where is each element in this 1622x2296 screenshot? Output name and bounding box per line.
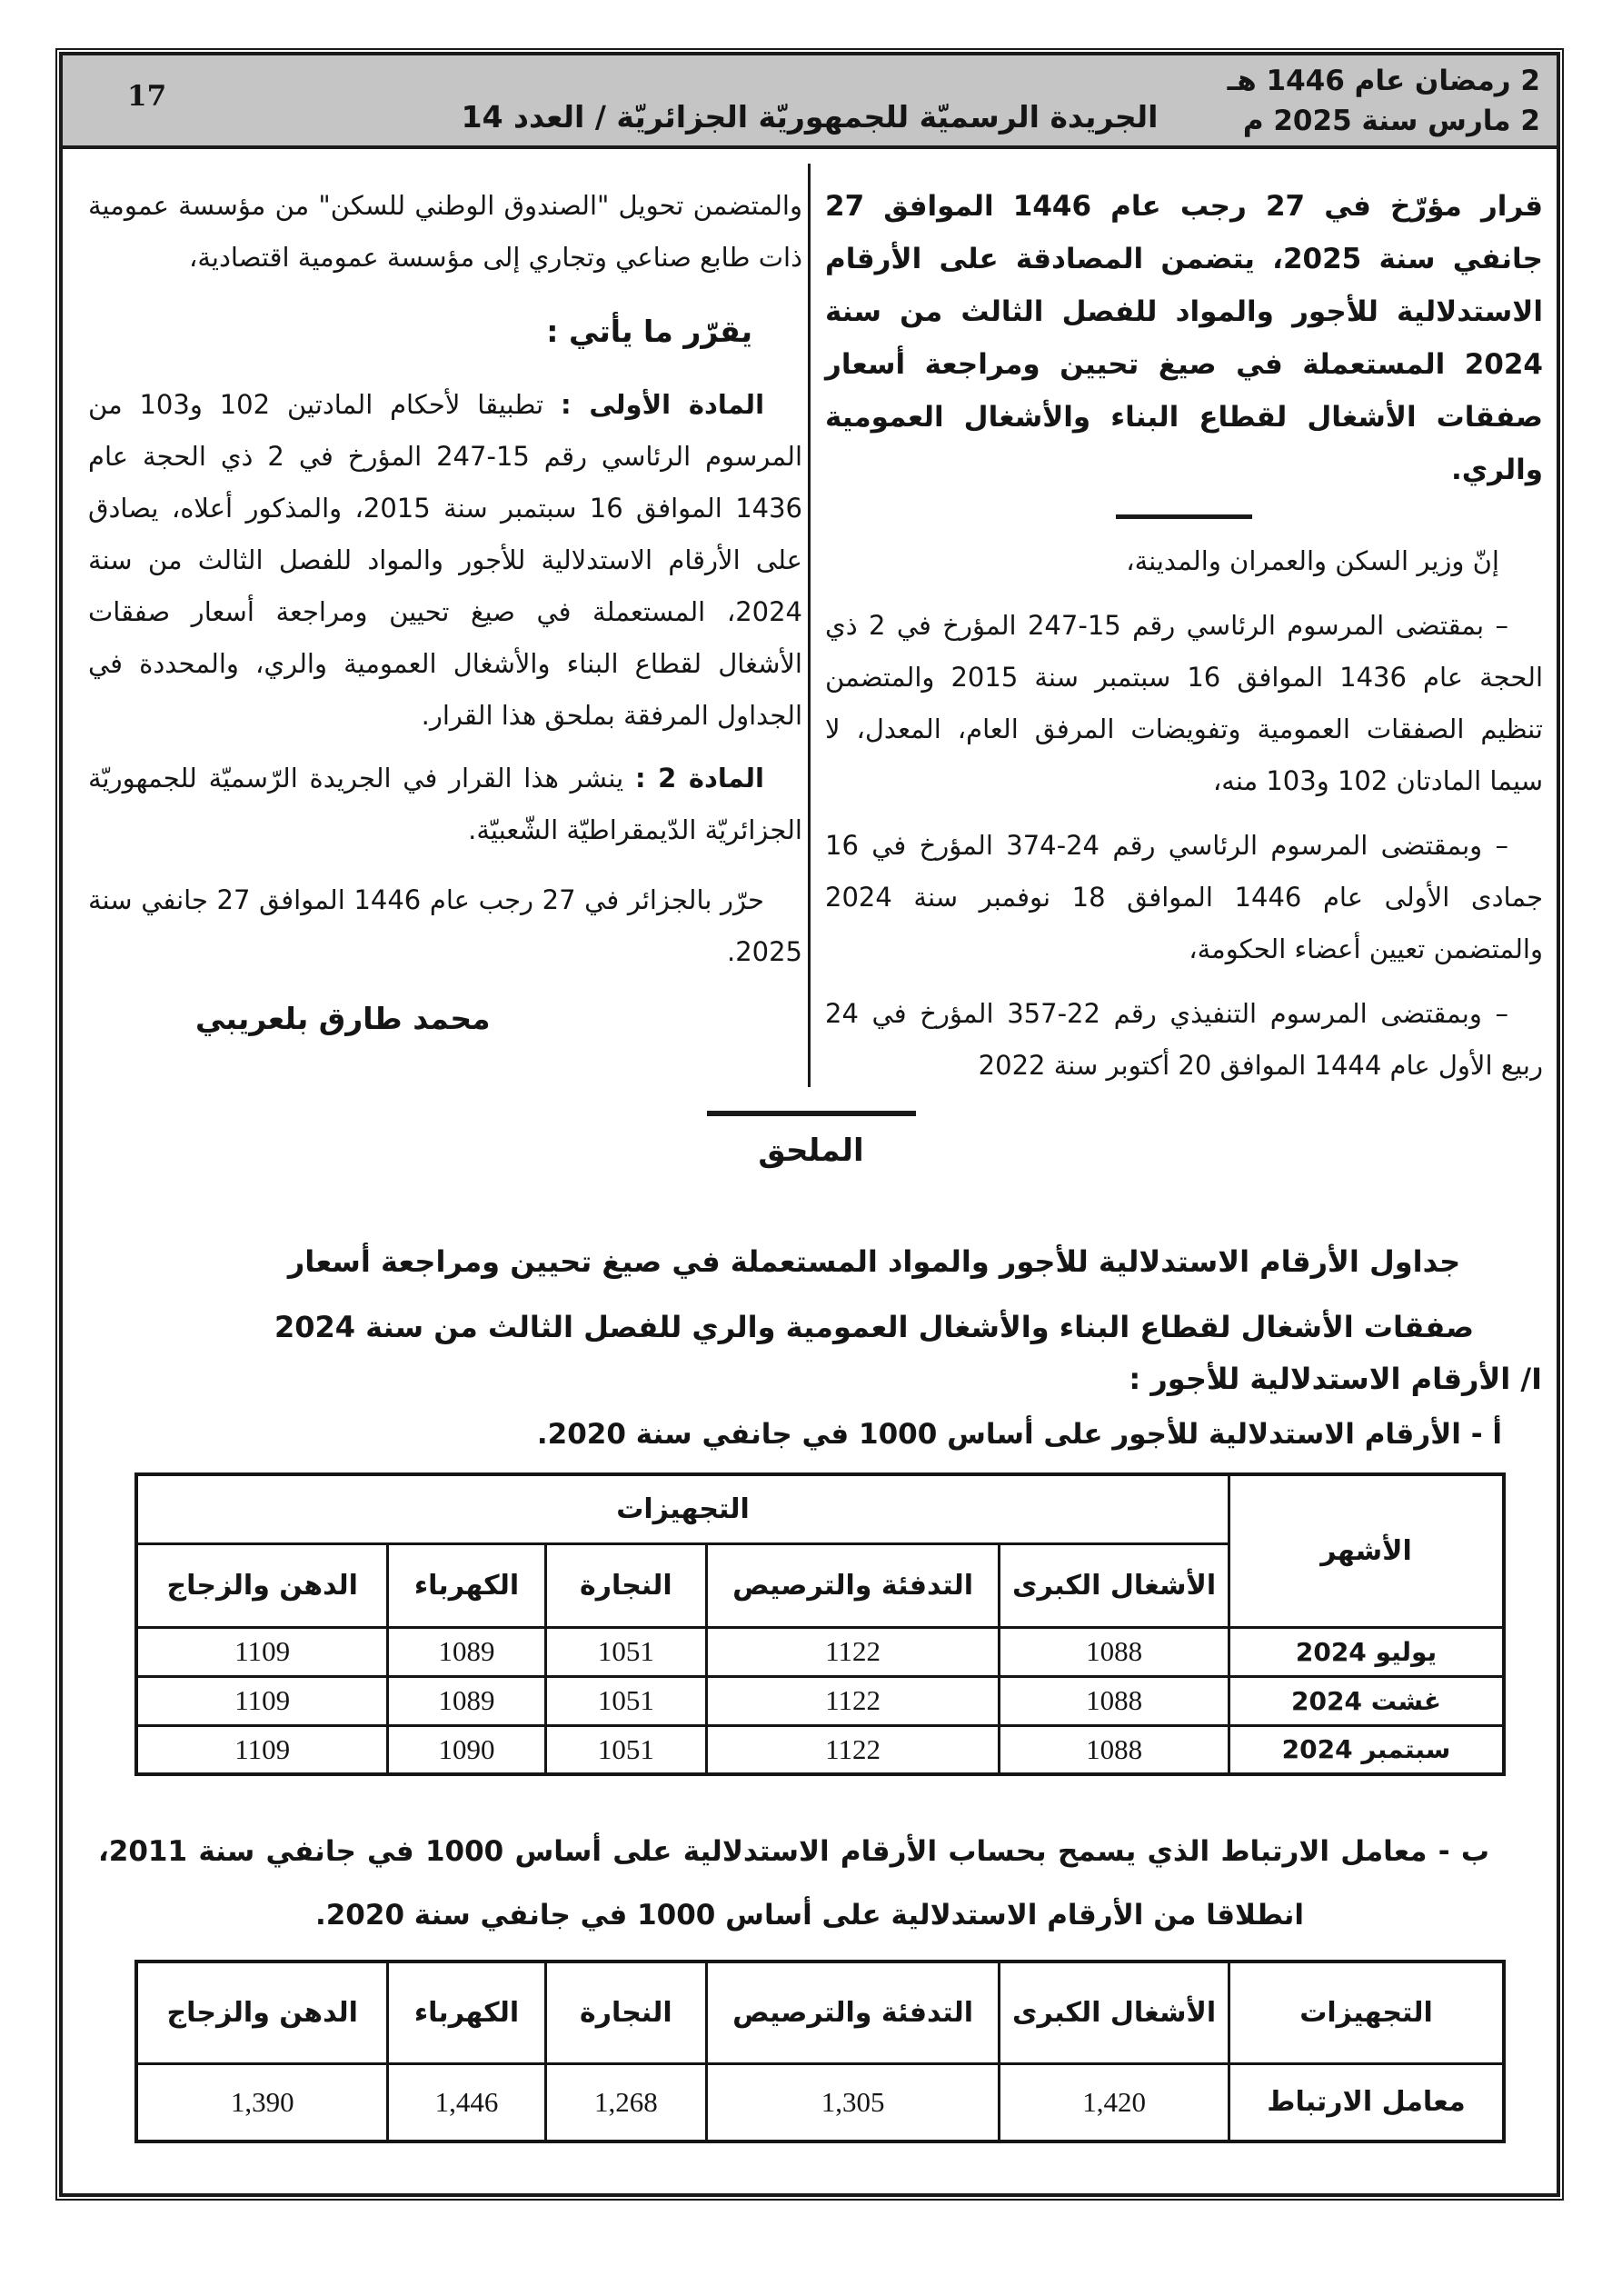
annex-heading: الملحق — [758, 1133, 864, 1169]
equipment-group-header-cell: التجهيزات — [1229, 1962, 1505, 2063]
gregorian-date: 2 مارس سنة 2025 م — [1242, 105, 1540, 137]
section-a-heading: أ - الأرقام الاستدلالية للأجور على أساس 1000 في جانفي سنة 2020. — [536, 1418, 1502, 1451]
coefficient-note: ب - معامل الارتباط الذي يسمح بحساب الأرقام الاستدلالية على أساس 1000 في جانفي سنة 2011، انطلاقا من الأرقام الاستدلالية على أساس 1000 في جانفي سنة 2020. — [98, 1835, 1489, 1932]
value-cell: 1,268 — [545, 2063, 707, 2141]
value-cell: 1051 — [545, 1725, 707, 1774]
table-row — [136, 1725, 1504, 1774]
masthead-dates — [1228, 61, 1540, 141]
month-cell: سبتمبر 2024 — [1229, 1725, 1505, 1774]
column-header-cell: التدفئة والترصيص — [707, 1962, 1000, 2063]
visa-paragraph: – وبمقتضى المرسوم التنفيذي رقم 22‏-357 المؤرخ في 24 ربيع الأول عام 1444 الموافق 20 أكتوبر سنة 2022 — [825, 998, 1543, 1081]
equipment-group-header-cell: التجهيزات — [136, 1474, 1229, 1543]
table-row — [136, 2063, 1504, 2141]
column-header-cell: الكهرباء — [388, 1543, 545, 1627]
column-left — [88, 180, 802, 1044]
wage-index-table — [134, 1472, 1506, 1776]
annex-separator-rule — [707, 1111, 916, 1116]
decides-heading: يقرّر ما يأتي : — [546, 314, 752, 349]
column-header-cell: الأشغال الكبرى — [1000, 1962, 1229, 2063]
journal-title: الجريدة الرسميّة للجمهوريّة الجزائريّة / العدد 14 — [461, 99, 1159, 135]
article-1 — [88, 379, 802, 742]
value-cell: 1109 — [136, 1725, 388, 1774]
column-header-cell: التدفئة والترصيص — [707, 1543, 1000, 1627]
value-cell: 1089 — [388, 1627, 545, 1676]
article-1-text: تطبيقا لأحكام المادتين 102 و103 من المرسوم الرئاسي رقم 15‏-247 المؤرخ في 2 ذي الحجة عام 1436 الموافق 16 سبتمبر سنة 2015، والمذكور أعلاه، يصادق على الأرقام الاستدلالية للأجور والمواد للفصل الثالث من سنة 2024، المستعملة في صيغ تحيين ومراجعة أسعار صفقات الأشغال لقطاع البناء والأشغال العمومية والري، والمحددة في الجداول المرفقة بملحق هذا القرار. — [88, 389, 802, 731]
month-cell: غشت 2024 — [1229, 1676, 1505, 1725]
article-2-text: ينشر هذا القرار في الجريدة الرّسميّة للجمهوريّة الجزائريّة الدّيمقراطيّة الشّعبيّة. — [88, 763, 802, 845]
value-cell: 1,390 — [136, 2063, 388, 2141]
visa-paragraph: – وبمقتضى المرسوم الرئاسي رقم 24‏-374 المؤرخ في 16 جمادى الأولى عام 1446 الموافق 18 نوفمبر سنة 2024 والمتضمن تعيين أعضاء الحكومة، — [825, 830, 1544, 964]
value-cell: 1,446 — [388, 2063, 545, 2141]
column-header-cell: الكهرباء — [388, 1962, 545, 2063]
column-header-cell: الدهن والزجاج — [136, 1962, 388, 2063]
annex-title: جداول الأرقام الاستدلالية للأجور والمواد المستعملة في صيغ تحيين ومراجعة أسعار صفقات الأشغال لقطاع البناء والأشغال العمومية والري للفصل الثالث من سنة 2024 — [274, 1244, 1475, 1344]
month-cell: يوليو 2024 — [1229, 1627, 1505, 1676]
visa-paragraph: – بمقتضى المرسوم الرئاسي رقم 15‏-247 المؤرخ في 2 ذي الحجة عام 1436 الموافق 16 سبتمبر سنة 2015 والمتضمن تنظيم الصفقات العمومية وتفويضات المرفق العام، المعدل، لا سيما المادتان 102 و103 منه، — [825, 610, 1544, 796]
column-header-cell: الدهن والزجاج — [136, 1543, 388, 1627]
value-cell: 1122 — [707, 1627, 1000, 1676]
value-cell: 1090 — [388, 1725, 545, 1774]
coefficient-table — [134, 1960, 1506, 2143]
page-number: 17 — [127, 80, 167, 113]
value-cell: 1088 — [1000, 1676, 1229, 1725]
months-header-cell: الأشهر — [1229, 1474, 1505, 1627]
column-header-cell: النجارة — [545, 1962, 707, 2063]
table-row — [136, 1627, 1504, 1676]
column-divider — [808, 164, 811, 1087]
separator-rule — [1116, 514, 1252, 519]
article-1-label: المادة الأولى : — [560, 389, 765, 420]
article-2 — [88, 753, 802, 856]
value-cell: 1109 — [136, 1676, 388, 1725]
value-cell: 1122 — [707, 1725, 1000, 1774]
value-cell: 1089 — [388, 1676, 545, 1725]
value-cell: 1122 — [707, 1676, 1000, 1725]
value-cell: 1109 — [136, 1627, 388, 1676]
value-cell: 1051 — [545, 1676, 707, 1725]
continuation-paragraph: والمتضمن تحويل "الصندوق الوطني للسكن" من مؤسسة عمومية ذات طابع صناعي وتجاري إلى مؤسسة عمومية اقتصادية، — [88, 190, 802, 273]
signed-at-line: حرّر بالجزائر في 27 رجب عام 1446 الموافق 27 جانفي سنة 2025. — [88, 884, 802, 967]
table-row — [136, 1676, 1504, 1725]
value-cell: 1,305 — [707, 2063, 1000, 2141]
hijri-date: 2 رمضان عام 1446 هـ — [1227, 65, 1540, 97]
value-cell: 1088 — [1000, 1725, 1229, 1774]
section-i-heading: I/ الأرقام الاستدلالية للأجور : — [1129, 1362, 1542, 1396]
column-header-cell: الأشغال الكبرى — [1000, 1543, 1229, 1627]
value-cell: 1051 — [545, 1627, 707, 1676]
column-header-cell: النجارة — [545, 1543, 707, 1627]
article-2-label: المادة 2 : — [634, 763, 764, 794]
value-cell: 1088 — [1000, 1627, 1229, 1676]
decree-title: قرار مؤرّخ في 27 رجب عام 1446 الموافق 27 جانفي سنة 2025، يتضمن المصادقة على الأرقام الاستدلالية للأجور والمواد للفصل الثالث من سنة 2024 المستعملة في صيغ تحيين ومراجعة أسعار صفقات الأشغال لقطاع البناء والأشغال العمومية والري. — [825, 190, 1544, 486]
signature-name: محمد طارق بلعريبي — [195, 1001, 491, 1036]
column-right — [825, 180, 1543, 1104]
row-label-cell: معامل الارتباط — [1229, 2063, 1505, 2141]
minister-intro: إنّ وزير السكن والعمران والمدينة، — [1126, 545, 1499, 576]
masthead — [63, 55, 1557, 149]
value-cell: 1,420 — [1000, 2063, 1229, 2141]
